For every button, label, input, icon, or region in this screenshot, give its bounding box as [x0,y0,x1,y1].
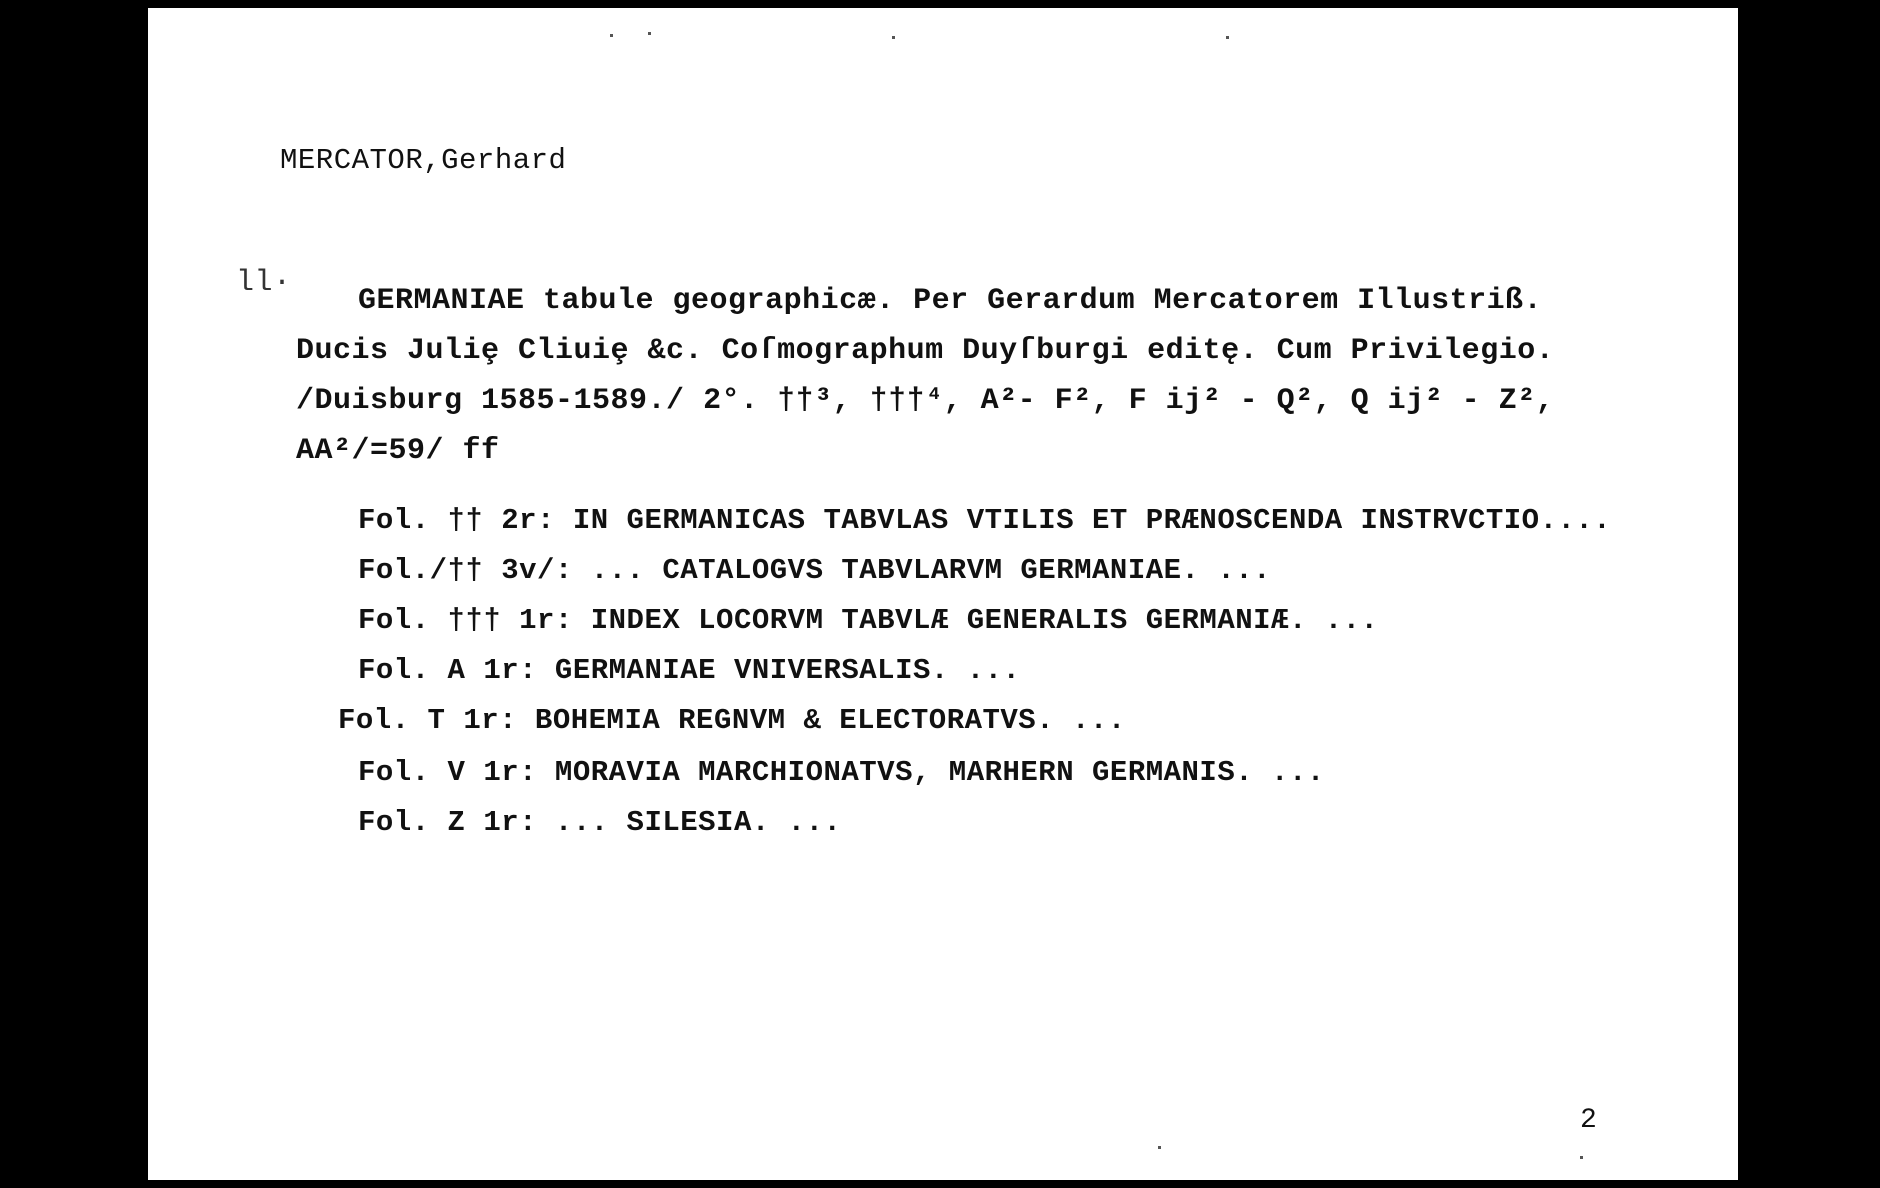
folio-entry: Fol. †† 2r: IN GERMANICAS TABVLAS VTILIS ET PRÆNOSCENDA INSTRVCTIO.... [358,504,1612,537]
author-heading: MERCATOR,Gerhard [280,144,567,177]
card-number: 2 [1580,1105,1598,1136]
collation-line: /Duisburg 1585-1589./ 2°. ††³, †††⁴, A²- F², F ij² - Q², Q ij² - Z², [296,384,1555,418]
folio-entry: Fol. Z 1r: ... SILESIA. ... [358,806,842,839]
catalog-card [148,8,1738,1180]
folio-entry: Fol. V 1r: MORAVIA MARCHIONATVS, MARHERN GERMANIS. ... [358,756,1325,789]
scan-speck [892,36,895,39]
scan-speck [610,34,613,37]
title-line-1: GERMANIAE tabule geographicæ. Per Gerardum Mercatorem Illustriß. [358,284,1543,318]
folio-entry: Fol. ††† 1r: INDEX LOCORVM TABVLÆ GENERALIS GERMANIÆ. ... [358,604,1379,637]
folio-entry: Fol./†† 3v/: ... CATALOGVS TABVLARVM GERMANIAE. ... [358,554,1272,587]
folio-entry: Fol. A 1r: GERMANIAE VNIVERSALIS. ... [358,654,1021,687]
margin-annotation: ll· [236,266,292,300]
title-line-2: Ducis Juliȩ Cliuiȩ &c. Coſmographum Duyſburgi editę. Cum Privilegio. [296,334,1555,368]
collation-line-end: AA²/=59/ ff [296,434,500,468]
scan-speck [648,32,651,35]
folio-entry: Fol. T 1r: BOHEMIA REGNVM & ELECTORATVS. ... [338,704,1126,737]
scan-speck [1226,36,1229,39]
scan-speck [1580,1156,1583,1159]
scan-speck [1158,1146,1161,1149]
